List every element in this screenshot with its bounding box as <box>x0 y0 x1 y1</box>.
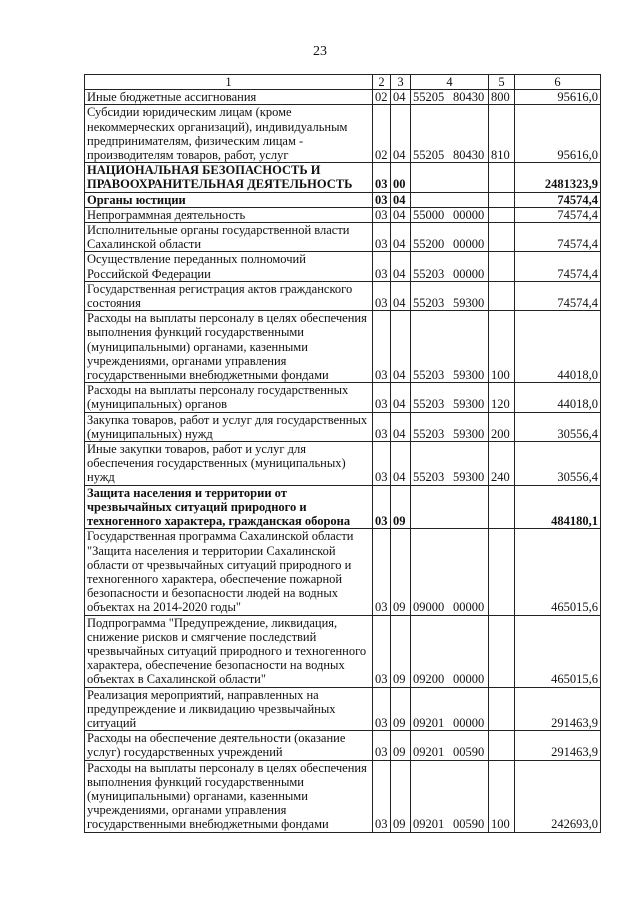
row-expense-type: 100 <box>489 311 515 383</box>
row-target-article-direction: 59300 <box>453 470 485 485</box>
row-expense-type <box>489 192 515 207</box>
row-target-article <box>411 223 489 252</box>
row-section-code: 02 <box>373 90 391 105</box>
row-amount: 74574,4 <box>515 223 601 252</box>
row-section-code: 03 <box>373 485 391 529</box>
row-name: Расходы на выплаты персоналу в целях обеспечения выполнения функций государственными (муниципальными) органами, казенными учреждениями, органами управления государственными внебюджетными фондами <box>85 760 373 832</box>
row-name: Реализация мероприятий, направленных на предупреждение и ликвидацию чрезвычайных ситуаций <box>85 687 373 731</box>
table-row <box>85 281 601 310</box>
row-amount: 74574,4 <box>515 207 601 222</box>
table-row <box>85 311 601 383</box>
header-col-1: 1 <box>85 75 373 90</box>
row-target-article-direction: 00000 <box>453 266 485 281</box>
row-amount: 74574,4 <box>515 192 601 207</box>
row-subsection-code: 09 <box>391 485 411 529</box>
row-section-code: 03 <box>373 223 391 252</box>
header-col-6: 6 <box>515 75 601 90</box>
row-amount: 465015,6 <box>515 615 601 687</box>
row-subsection-code: 04 <box>391 442 411 486</box>
row-target-article-program: 55205 <box>413 90 445 105</box>
row-target-article <box>411 252 489 281</box>
row-expense-type: 810 <box>489 105 515 163</box>
row-name: НАЦИОНАЛЬНАЯ БЕЗОПАСНОСТЬ И ПРАВООХРАНИТЕЛЬНАЯ ДЕЯТЕЛЬНОСТЬ <box>85 163 373 192</box>
table-row <box>85 615 601 687</box>
row-amount: 465015,6 <box>515 529 601 615</box>
row-section-code: 03 <box>373 442 391 486</box>
row-name: Расходы на выплаты персоналу государственных (муниципальных) органов <box>85 383 373 412</box>
row-subsection-code: 04 <box>391 207 411 222</box>
row-target-article-direction: 59300 <box>453 296 485 311</box>
row-target-article-program: 55203 <box>413 397 445 412</box>
row-target-article <box>411 412 489 441</box>
row-name: Государственная программа Сахалинской области "Защита населения и территории Сахалинской области от чрезвычайных ситуаций природного и техногенного характера, обеспечение пожарной безопасности и безопасности людей на водных объектах на 2014-2020 годы" <box>85 529 373 615</box>
table-row <box>85 760 601 832</box>
row-target-article-program: 09201 <box>413 745 445 760</box>
budget-table <box>84 74 601 833</box>
row-amount: 95616,0 <box>515 105 601 163</box>
row-target-article-program: 55205 <box>413 148 445 163</box>
row-section-code: 03 <box>373 687 391 731</box>
row-amount: 291463,9 <box>515 687 601 731</box>
row-target-article-direction: 00590 <box>453 745 485 760</box>
row-target-article-direction: 59300 <box>453 368 485 383</box>
row-subsection-code: 09 <box>391 687 411 731</box>
header-col-4: 4 <box>411 75 489 90</box>
header-col-3: 3 <box>391 75 411 90</box>
row-subsection-code: 04 <box>391 90 411 105</box>
row-name: Субсидии юридическим лицам (кроме некоммерческих организаций), индивидуальным предпринимателям, физическим лицам - производителям товаров, работ, услуг <box>85 105 373 163</box>
row-name: Осуществление переданных полномочий Российской Федерации <box>85 252 373 281</box>
table-row <box>85 163 601 192</box>
row-amount: 484180,1 <box>515 485 601 529</box>
row-name: Расходы на обеспечение деятельности (оказание услуг) государственных учреждений <box>85 731 373 760</box>
table-row <box>85 105 601 163</box>
row-expense-type: 120 <box>489 383 515 412</box>
row-name: Защита населения и территории от чрезвычайных ситуаций природного и техногенного характера, гражданская оборона <box>85 485 373 529</box>
row-subsection-code: 00 <box>391 163 411 192</box>
row-section-code: 03 <box>373 281 391 310</box>
row-target-article-program: 55200 <box>413 237 445 252</box>
row-subsection-code: 04 <box>391 252 411 281</box>
row-expense-type <box>489 252 515 281</box>
row-section-code: 03 <box>373 529 391 615</box>
row-name: Непрограммная деятельность <box>85 207 373 222</box>
table-header-row <box>85 75 601 90</box>
row-subsection-code: 04 <box>391 192 411 207</box>
table-row <box>85 192 601 207</box>
row-name: Иные бюджетные ассигнования <box>85 90 373 105</box>
row-target-article-direction: 00000 <box>453 207 485 222</box>
row-expense-type: 800 <box>489 90 515 105</box>
row-expense-type <box>489 485 515 529</box>
row-target-article <box>411 207 489 222</box>
row-target-article-program: 55000 <box>413 207 445 222</box>
row-target-article <box>411 760 489 832</box>
row-amount: 242693,0 <box>515 760 601 832</box>
row-target-article-direction: 80430 <box>453 148 485 163</box>
row-expense-type <box>489 687 515 731</box>
row-name: Иные закупки товаров, работ и услуг для обеспечения государственных (муниципальных) нужд <box>85 442 373 486</box>
row-subsection-code: 04 <box>391 223 411 252</box>
row-expense-type: 200 <box>489 412 515 441</box>
header-col-2: 2 <box>373 75 391 90</box>
row-section-code: 03 <box>373 252 391 281</box>
row-name: Закупка товаров, работ и услуг для государственных (муниципальных) нужд <box>85 412 373 441</box>
row-target-article-program: 55203 <box>413 470 445 485</box>
row-section-code: 03 <box>373 412 391 441</box>
row-target-article <box>411 529 489 615</box>
row-target-article <box>411 615 489 687</box>
row-subsection-code: 04 <box>391 105 411 163</box>
row-expense-type <box>489 615 515 687</box>
row-expense-type <box>489 529 515 615</box>
row-target-article-program: 55203 <box>413 296 445 311</box>
row-amount: 30556,4 <box>515 412 601 441</box>
row-amount: 74574,4 <box>515 252 601 281</box>
row-amount: 44018,0 <box>515 311 601 383</box>
table-row <box>85 223 601 252</box>
row-section-code: 03 <box>373 760 391 832</box>
row-target-article-direction: 59300 <box>453 426 485 441</box>
row-target-article-program: 09201 <box>413 715 445 730</box>
row-name: Государственная регистрация актов гражданского состояния <box>85 281 373 310</box>
row-target-article <box>411 105 489 163</box>
row-name: Расходы на выплаты персоналу в целях обеспечения выполнения функций государственными (муниципальными) органами, казенными учреждениями, органами управления государственными внебюджетными фондами <box>85 311 373 383</box>
row-target-article <box>411 485 489 529</box>
table-row <box>85 207 601 222</box>
row-target-article-direction: 00000 <box>453 672 485 687</box>
row-target-article <box>411 163 489 192</box>
row-amount: 2481323,9 <box>515 163 601 192</box>
header-col-5: 5 <box>489 75 515 90</box>
row-target-article-program: 55203 <box>413 266 445 281</box>
row-target-article <box>411 192 489 207</box>
row-subsection-code: 04 <box>391 281 411 310</box>
row-name: Исполнительные органы государственной власти Сахалинской области <box>85 223 373 252</box>
row-target-article-program: 09200 <box>413 672 445 687</box>
row-target-article-direction: 80430 <box>453 90 485 105</box>
row-subsection-code: 04 <box>391 311 411 383</box>
row-amount: 74574,4 <box>515 281 601 310</box>
table-row <box>85 687 601 731</box>
row-expense-type <box>489 281 515 310</box>
row-target-article-direction: 59300 <box>453 397 485 412</box>
row-amount: 44018,0 <box>515 383 601 412</box>
row-target-article <box>411 311 489 383</box>
row-target-article <box>411 731 489 760</box>
row-section-code: 03 <box>373 192 391 207</box>
row-subsection-code: 09 <box>391 760 411 832</box>
row-target-article <box>411 383 489 412</box>
row-target-article-program: 09201 <box>413 817 445 832</box>
table-row <box>85 442 601 486</box>
row-expense-type <box>489 207 515 222</box>
row-expense-type: 240 <box>489 442 515 486</box>
row-section-code: 03 <box>373 731 391 760</box>
table-row <box>85 252 601 281</box>
page-number: 23 <box>313 44 327 59</box>
row-amount: 30556,4 <box>515 442 601 486</box>
row-target-article <box>411 442 489 486</box>
row-target-article-direction: 00000 <box>453 600 485 615</box>
row-target-article-direction: 00000 <box>453 237 485 252</box>
row-subsection-code: 04 <box>391 383 411 412</box>
row-expense-type <box>489 731 515 760</box>
table-row <box>85 485 601 529</box>
row-target-article-program: 55203 <box>413 426 445 441</box>
row-section-code: 03 <box>373 207 391 222</box>
row-target-article <box>411 687 489 731</box>
table-row <box>85 529 601 615</box>
row-subsection-code: 09 <box>391 615 411 687</box>
table-row <box>85 412 601 441</box>
table-row <box>85 90 601 105</box>
row-target-article-direction: 00000 <box>453 715 485 730</box>
row-subsection-code: 09 <box>391 731 411 760</box>
row-target-article-direction: 00590 <box>453 817 485 832</box>
row-section-code: 03 <box>373 383 391 412</box>
row-target-article-program: 09000 <box>413 600 445 615</box>
row-subsection-code: 04 <box>391 412 411 441</box>
row-section-code: 03 <box>373 615 391 687</box>
row-subsection-code: 09 <box>391 529 411 615</box>
row-target-article <box>411 281 489 310</box>
row-expense-type <box>489 163 515 192</box>
row-section-code: 02 <box>373 105 391 163</box>
table-row <box>85 731 601 760</box>
row-section-code: 03 <box>373 311 391 383</box>
table-row <box>85 383 601 412</box>
row-expense-type <box>489 223 515 252</box>
row-name: Органы юстиции <box>85 192 373 207</box>
row-amount: 291463,9 <box>515 731 601 760</box>
row-amount: 95616,0 <box>515 90 601 105</box>
row-name: Подпрограмма "Предупреждение, ликвидация, снижение рисков и смягчение последствий чрезвычайных ситуаций природного и техногенного характера, обеспечение безопасности на водных объектах в Сахалинской области" <box>85 615 373 687</box>
row-target-article-program: 55203 <box>413 368 445 383</box>
row-expense-type: 100 <box>489 760 515 832</box>
row-target-article <box>411 90 489 105</box>
row-section-code: 03 <box>373 163 391 192</box>
